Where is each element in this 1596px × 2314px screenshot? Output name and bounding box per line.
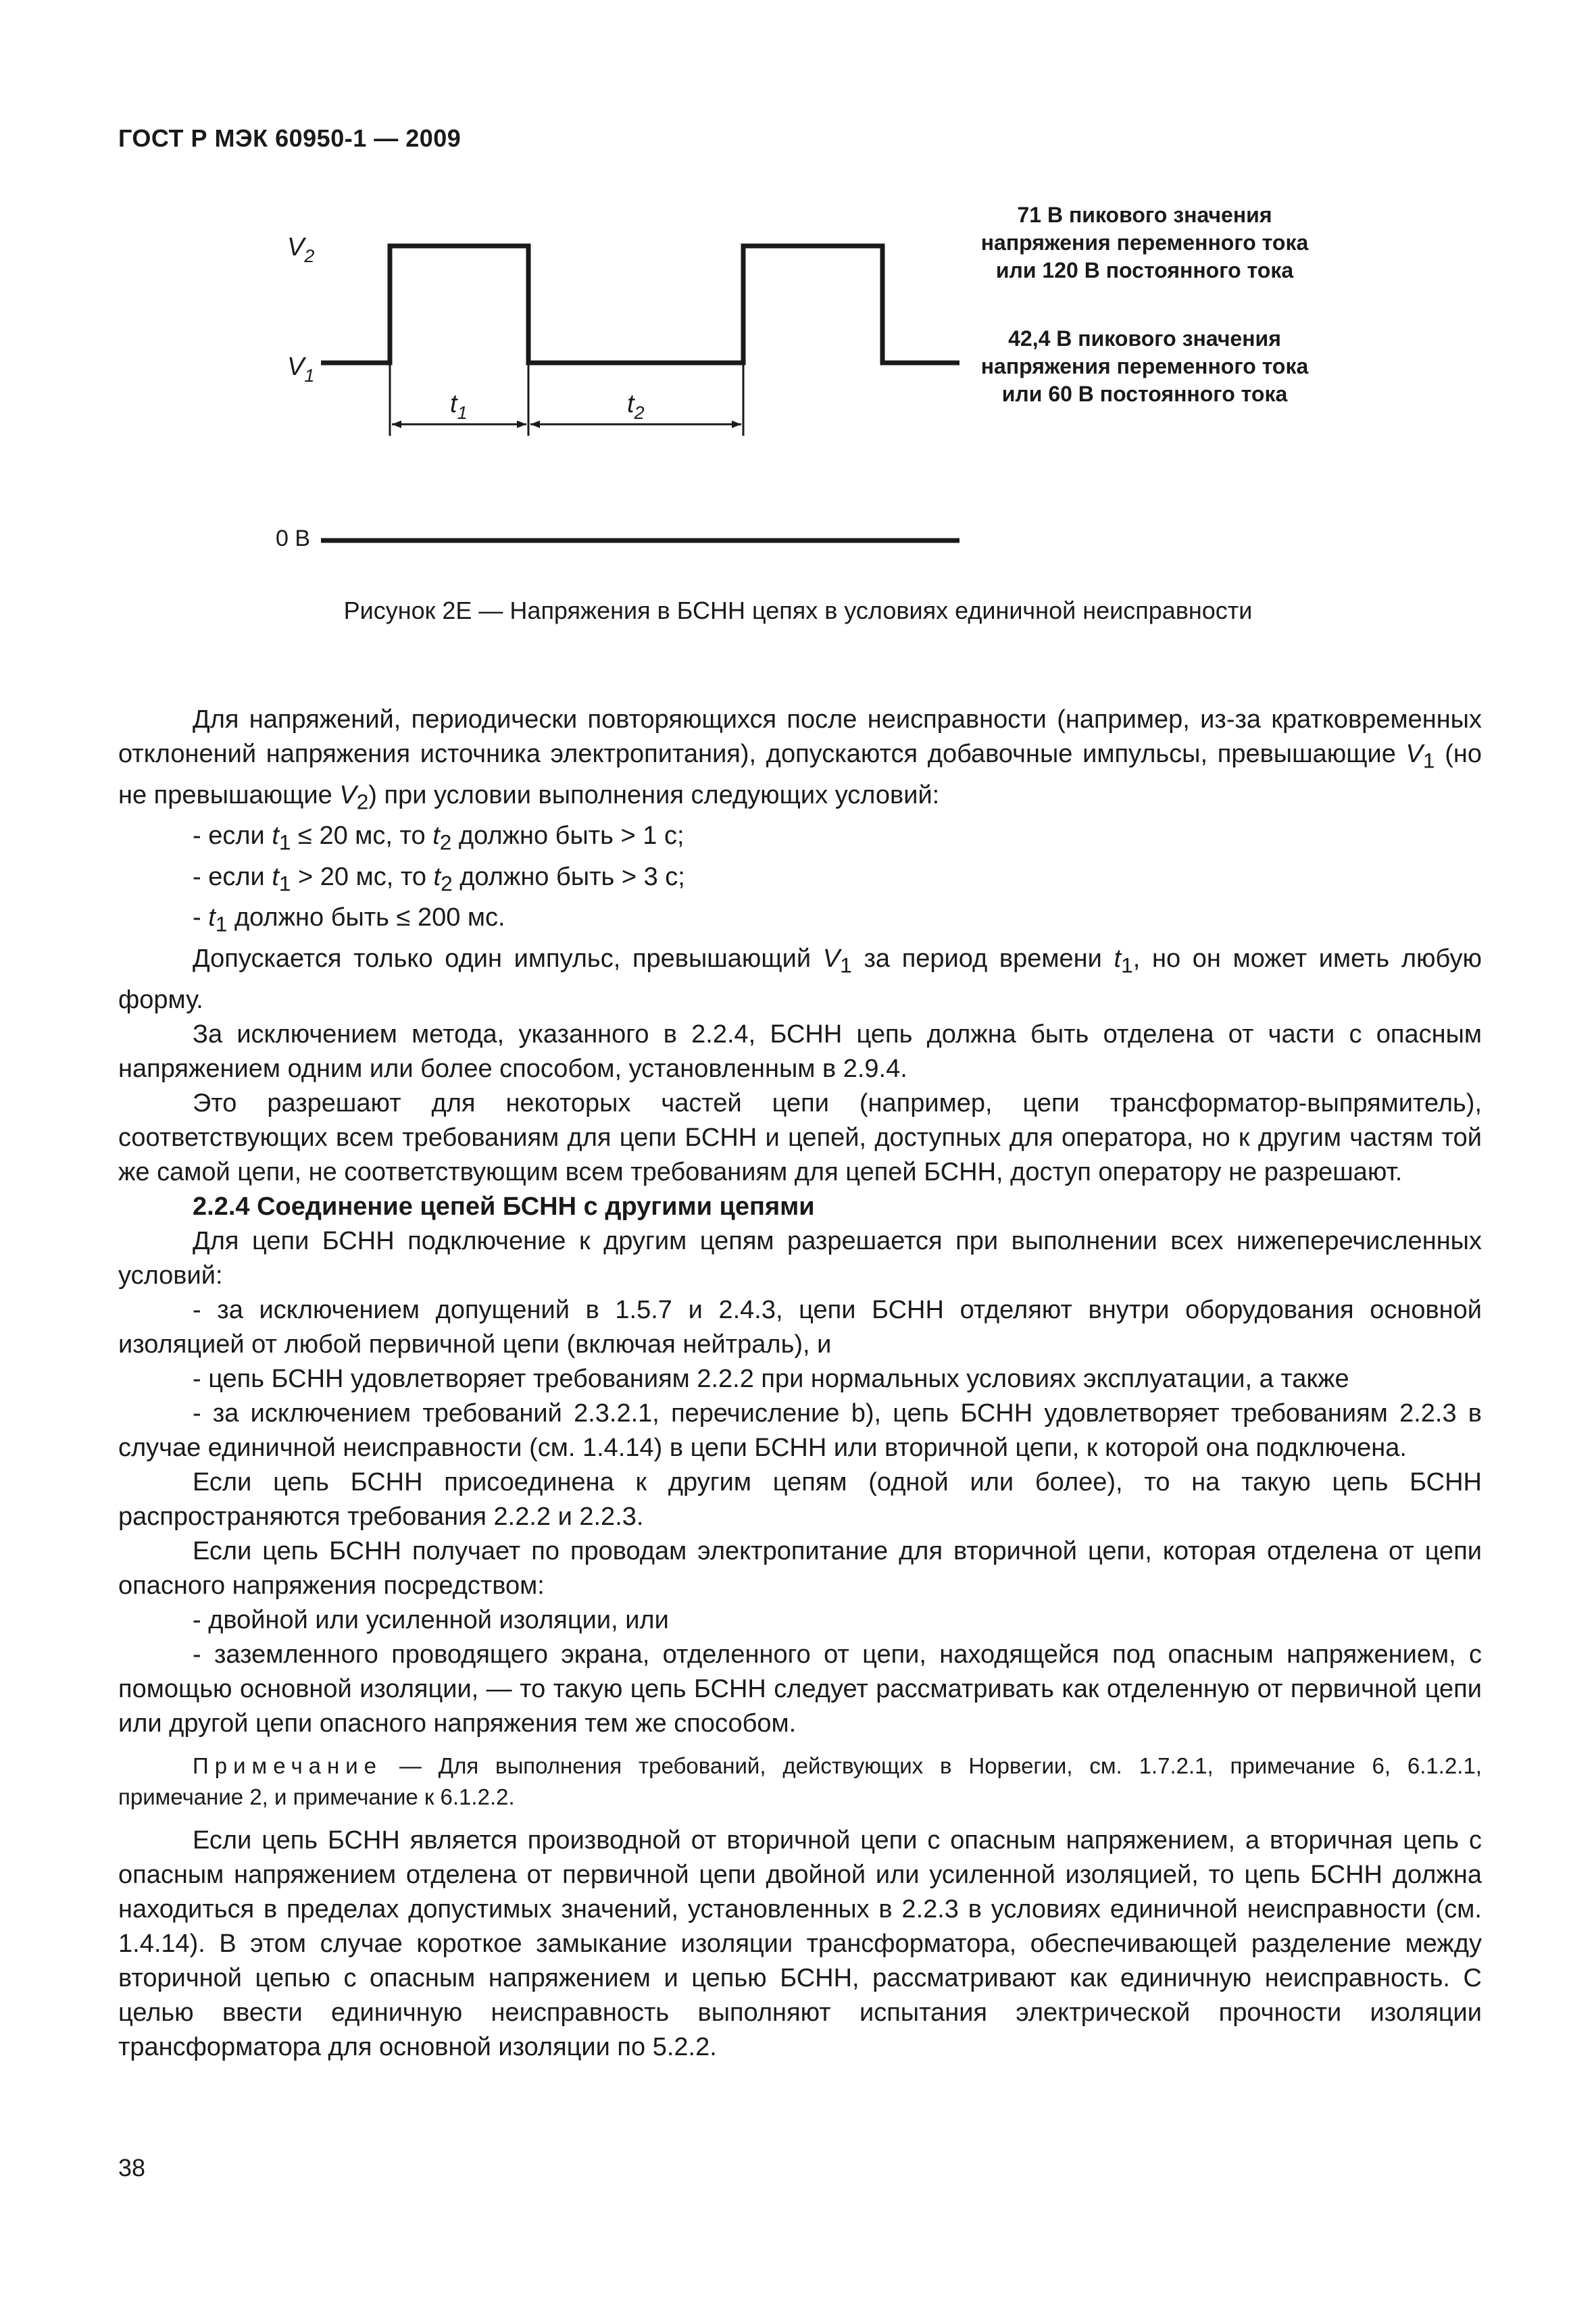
document-header: ГОСТ Р МЭК 60950-1 — 2009: [118, 124, 462, 152]
list-item: - заземленного проводящего экрана, отделенного от цепи, находящейся под опасным напряжением, с помощью основной изоляции, — то такую цепь БСНН следует рассматривать как отделенную от первичной цепи или другой цепи опасного напряжения тем же способом.: [118, 1640, 1482, 1738]
paragraph: Если цепь БСНН получает по проводам электропитание для вторичной цепи, которая отделена от цепи опасного напряжения посредством:: [118, 1536, 1482, 1600]
pulse-waveform: [321, 246, 959, 363]
annotation-lower-line1: 42,4 В пикового значения: [1008, 326, 1281, 351]
figure-caption: Рисунок 2Е — Напряжения в БСНН цепях в условиях единичной неисправности: [343, 597, 1253, 624]
section-heading: 2.2.4 Соединение цепей БСНН с другими цепями: [193, 1192, 815, 1221]
annotation-upper-line3: или 120 В постоянного тока: [995, 258, 1294, 282]
t1-label: $t_1$: [450, 390, 468, 423]
paragraph: За исключением метода, указанного в 2.2.4, БСНН цепь должна быть отделена от части с опасным напряжением одним или более способом, установленным в 2.9.4.: [118, 1020, 1482, 1083]
body-text: [118, 703, 1482, 2065]
list-item: - если $t_1 > 20$ мс, то $t_2$ должно быть > 3 с;: [193, 862, 685, 896]
note-label: Примечание: [193, 1753, 383, 1778]
voltage-pulse-figure: [0, 0, 1596, 608]
paragraph: Допускается только один импульс, превышающий $V_1$ за период времени $t_1$, но он может иметь любую форму.: [118, 944, 1482, 1014]
list-item: - за исключением требований 2.3.2.1, перечисление b), цепь БСНН удовлетворяет требованиям 2.2.3 в случае единичной неисправности (см. 1.4.14) в цепи БСНН или вторичной цепи, к которой она подключена.: [118, 1399, 1482, 1462]
paragraph: Если цепь БСНН является производной от вторичной цепи с опасным напряжением, а вторичная цепь с опасным напряжением отделена от первичной цепи двойной или усиленной изоляцией, то цепь БСНН должна находиться в пределах допустимых значений, установленных в 2.2.3 в условиях единичной неисправности (см. 1.4.14). В этом случае короткое замыкание изоляции трансформатора, обеспечивающей разделение между вторичной цепью с опасным напряжением и цепью БСНН, рассматривают как единичную неисправность. С целью ввести единичную неисправность выполняют испытания электрической прочности изоляции трансформатора для основной изоляции по 5.2.2.: [118, 1826, 1482, 2061]
v2-label: $V_2$: [287, 233, 315, 266]
page-number: 38: [118, 2154, 146, 2182]
zero-volt-label: 0 В: [276, 526, 311, 551]
paragraph: Если цепь БСНН присоединена к другим цепям (одной или более), то на такую цепь БСНН распространяются требования 2.2.2 и 2.2.3.: [118, 1467, 1482, 1531]
v1-label: $V_1$: [287, 353, 315, 386]
paragraph: Это разрешают для некоторых частей цепи (например, цепи трансформатор-выпрямитель), соответствующих всем требованиям для цепи БСНН и цепей, доступных для оператора, но к другим частям той же самой цепи, не соответствующим всем требованиям для цепей БСНН, доступ оператору не разрешают.: [118, 1088, 1482, 1186]
annotation-upper-line1: 71 В пикового значения: [1017, 203, 1272, 227]
list-item: - двойной или усиленной изоляции, или: [193, 1605, 669, 1634]
paragraph: Для цепи БСНН подключение к другим цепям разрешается при выполнении всех нижеперечисленных условий:: [118, 1226, 1482, 1290]
list-item: - за исключением допущений в 1.5.7 и 2.4.3, цепи БСНН отделяют внутри оборудования основной изоляцией от любой первичной цепи (включая нейтраль), и: [118, 1295, 1482, 1359]
list-item: - цепь БСНН удовлетворяет требованиям 2.2.2 при нормальных условиях эксплуатации, а также: [193, 1364, 1349, 1393]
list-item: - если $t_1 \le 20$ мс, то $t_2$ должно быть > 1 с;: [193, 822, 684, 855]
list-item: - $t_1$ должно быть ≤ 200 мс.: [193, 903, 505, 936]
note-text: — Для выполнения требований, действующих в Норвегии, см. 1.7.2.1, примечание 6, 6.1.2.1, примечание 2, и примечание к 6.1.2.2.: [118, 1753, 1482, 1809]
paragraph: Для напряжений, периодически повторяющихся после неисправности (например, из-за кратковременных отклонений напряжения источника электропитания), допускаются добавочные импульсы, превышающие $V_1$ (но не превышающие $V_2$) при условии выполнения следующих условий:: [118, 705, 1482, 814]
annotation-lower-line2: напряжения переменного тока: [980, 354, 1309, 378]
annotation-upper-line2: напряжения переменного тока: [980, 230, 1309, 255]
note: [118, 1751, 1482, 1813]
annotation-lower-line3: или 60 В постоянного тока: [1001, 382, 1288, 406]
t2-label: $t_2$: [627, 390, 645, 423]
